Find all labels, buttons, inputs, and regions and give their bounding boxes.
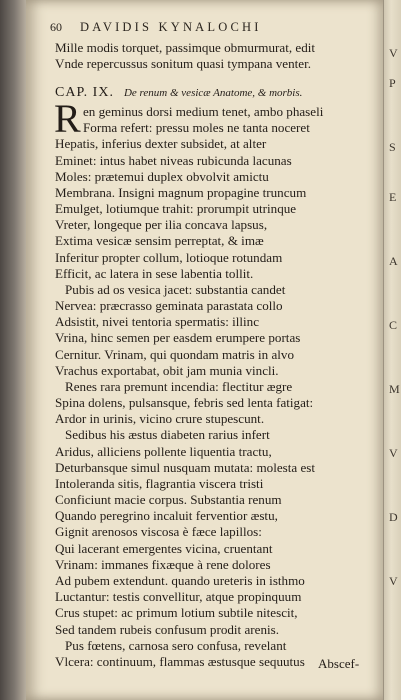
drop-cap: R	[54, 96, 81, 141]
verse-line: Pus fœtens, carnosa sero confusa, revelant	[65, 637, 287, 653]
verse-line: Luctantur: testis convellitur, atque propinquum	[55, 589, 302, 605]
chapter-number: CAP. IX.	[55, 85, 114, 100]
verse-line: Adsistit, nivei tentoria spermatis: illinc	[55, 314, 260, 330]
page-number: 60	[50, 20, 62, 34]
verse-line: Vreter, longeque per ilia concava lapsus,	[55, 217, 268, 233]
verse-line: Membrana. Insigni magnum propagine truncum	[55, 184, 307, 200]
verse-line: Quando peregrino incaluit ferventior æstu,	[55, 508, 278, 524]
verse-line: Sed tandem rubeis confusum prodit arenis.	[55, 621, 280, 637]
verse-line: Forma refert: pressu moles ne tanta noceret	[83, 120, 310, 136]
next-page-fragment: A	[389, 254, 398, 268]
next-page-fragment: M	[389, 382, 400, 396]
verse-line: Pubis ad os vesica jacet: substantia candet	[65, 281, 286, 297]
verse-line: Vrinam: immanes fixæque à rene dolores	[55, 556, 271, 572]
verse-line: Inferitur propter collum, lotioque rotundam	[55, 249, 283, 265]
verse-line: Qui lacerant emergentes vicina, cruentant	[55, 540, 273, 556]
top-verse-lines	[55, 40, 375, 72]
verse-line: en geminus dorsi medium tenet, ambo phaseli	[83, 104, 324, 119]
next-page-fragment: S	[389, 140, 396, 154]
author-name: DAVIDIS KYNALOCHI	[80, 20, 262, 34]
left-page-edge	[0, 0, 26, 700]
chapter-heading	[55, 83, 375, 101]
verse-line: Ad pubem extendunt. quando ureteris in isthmo	[55, 572, 305, 588]
running-head	[50, 20, 370, 38]
verse-line: Vlcera: continuum, flammas æstusque sequutus	[55, 653, 305, 669]
verse-line: Cernitur. Vrinam, qui quondam matris in alvo	[55, 346, 294, 362]
verse-line: Intoleranda sitis, flagrantia viscera tristi	[55, 475, 264, 491]
next-page-fragment: D	[389, 510, 398, 524]
next-page-fragment: P	[389, 76, 396, 90]
verse-line: Aridus, alliciens pollente liquentia tractu,	[55, 443, 272, 459]
verse-line: Vrachus exportabat, obit jam munia vincli.	[55, 362, 279, 378]
next-page-edge	[383, 0, 401, 700]
next-page-fragment: E	[389, 190, 397, 204]
chapter-title: De renum & vesicæ Anatome, & morbis.	[123, 87, 303, 99]
verse-line: Nervea: præcrasso geminata parastata collo	[55, 298, 283, 314]
catchword: Abscef-	[318, 656, 360, 671]
verse-line: Ardor in urinis, vicino crure stupescunt.	[55, 411, 265, 427]
verse-line: Conficiunt macie corpus. Substantia renum	[55, 492, 282, 508]
verse-line: Renes rara premunt incendia: flectitur ægre	[65, 378, 293, 394]
verse-line: Efficit, ac latera in sese labentia tollit.	[55, 265, 254, 281]
verse-line: Gignit arenosos viscosa è fæce lapillos:	[55, 524, 262, 540]
verse-line: Sedibus his æstus diabeten rarius infert	[65, 427, 270, 443]
verse-line: Eminet: intus habet niveas rubicunda lacunas	[55, 152, 292, 168]
chapter-body	[55, 104, 375, 670]
verse-line: Spina dolens, pulsansque, febris sed lenta fatigat:	[55, 395, 314, 411]
verse-line: Hepatis, inferius dexter subsidet, at alter	[55, 136, 267, 152]
verse-line: Vnde repercussus sonitum quasi tympana venter.	[55, 56, 311, 71]
verse-line: Moles: prætemui duplex obvolvit amictu	[55, 168, 269, 184]
verse-line: Crus stupet: ac primum lotium subtile nitescit,	[55, 605, 298, 621]
verse-line: Vrina, hinc semen per easdem erumpere portas	[55, 330, 301, 346]
verse-line: Deturbansque simul nusquam mutata: molesta est	[55, 459, 316, 475]
next-page-fragment: V	[389, 446, 398, 460]
verse-line: Extima vesicæ sensim perreptat, & imæ	[55, 233, 264, 249]
next-page-fragment: V	[389, 46, 398, 60]
verse-line: Mille modis torquet, passimque obmurmurat, edit	[55, 40, 316, 55]
next-page-fragment: V	[389, 574, 398, 588]
verse-line: Emulget, lotiumque trahit: prorumpit utrinque	[55, 201, 297, 217]
next-page-fragment: C	[389, 318, 398, 332]
